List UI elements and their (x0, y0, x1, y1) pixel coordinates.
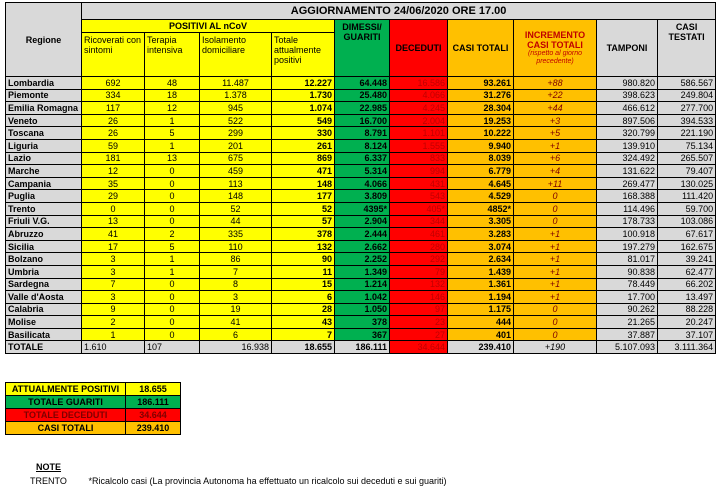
cell-casi: 1.194 (448, 291, 514, 304)
cell-tamponi: 269.477 (597, 177, 658, 190)
cell-deceduti: 431 (390, 177, 448, 190)
cell-regione: Friuli V.G. (6, 215, 82, 228)
cell-tamponi: 897.506 (597, 114, 658, 127)
cell-dimessi: 367 (335, 328, 390, 341)
table-row (6, 253, 716, 266)
cell-regione: Calabria (6, 303, 82, 316)
cell-testati: 162.675 (658, 240, 716, 253)
cell-ricoverati: 692 (82, 77, 145, 90)
cell-testati: 37.107 (658, 328, 716, 341)
cell-tamponi: 131.622 (597, 165, 658, 178)
table-row (6, 328, 716, 341)
header-incremento-note: (rispetto al giorno precedente) (527, 50, 583, 65)
cell-dimessi: 6.337 (335, 152, 390, 165)
header-regione: Regione (6, 3, 82, 77)
cell-isolamento: 1.378 (200, 89, 272, 102)
cell-dimessi: 1.050 (335, 303, 390, 316)
cell-incremento: 0 (514, 190, 597, 203)
notes-text: *Ricalcolo casi (La provincia Autonoma ha effettuato un ricalcolo sui deceduti e sui guariti) (88, 476, 447, 486)
cell-deceduti: 79 (390, 265, 448, 278)
cell-totale: 12.227 (272, 77, 335, 90)
table-row (6, 114, 716, 127)
table-row (6, 165, 716, 178)
cell-totale: 148 (272, 177, 335, 190)
cell-totale: 261 (272, 139, 335, 152)
cell-deceduti: 2.004 (390, 114, 448, 127)
header-deceduti: DECEDUTI (390, 20, 448, 77)
cell-isolamento: 335 (200, 228, 272, 241)
cell-testati: 221.190 (658, 127, 716, 140)
cell-ricoverati: 26 (82, 114, 145, 127)
header-totale-positivi: Totale attualmente positivi (272, 33, 335, 77)
cell-ricoverati: 35 (82, 177, 145, 190)
cell-terapia: 48 (145, 77, 200, 90)
cell-incremento: 0 (514, 202, 597, 215)
cell-dimessi: 2.904 (335, 215, 390, 228)
table-row (6, 316, 716, 329)
covid-regional-table (5, 2, 716, 354)
cell-dimessi: 64.448 (335, 77, 390, 90)
cell-terapia: 12 (145, 102, 200, 115)
cell-casi: 9.940 (448, 139, 514, 152)
cell-incremento: +88 (514, 77, 597, 90)
cell-ricoverati: 17 (82, 240, 145, 253)
cell-casi: 4.529 (448, 190, 514, 203)
cell-regione: Trento (6, 202, 82, 215)
cell-incremento: 0 (514, 215, 597, 228)
cell-ricoverati: 3 (82, 291, 145, 304)
table-row (6, 303, 716, 316)
cell-incremento: +1 (514, 291, 597, 304)
cell-tamponi: 114.496 (597, 202, 658, 215)
cell-testati: 79.407 (658, 165, 716, 178)
cell-tamponi: 324.492 (597, 152, 658, 165)
cell-regione: Umbria (6, 265, 82, 278)
cell-dimessi: 4395* (335, 202, 390, 215)
total-testati: 3.111.364 (658, 341, 716, 354)
cell-regione: Valle d'Aosta (6, 291, 82, 304)
table-row (6, 77, 716, 90)
cell-regione: Molise (6, 316, 82, 329)
table-row (6, 215, 716, 228)
cell-isolamento: 459 (200, 165, 272, 178)
cell-isolamento: 41 (200, 316, 272, 329)
cell-isolamento: 6 (200, 328, 272, 341)
cell-ricoverati: 29 (82, 190, 145, 203)
cell-testati: 249.804 (658, 89, 716, 102)
header-ricoverati: Ricoverati con sintomi (82, 33, 145, 77)
cell-casi: 1.439 (448, 265, 514, 278)
cell-testati: 39.241 (658, 253, 716, 266)
cell-testati: 59.700 (658, 202, 716, 215)
cell-casi: 1.361 (448, 278, 514, 291)
cell-dimessi: 4.066 (335, 177, 390, 190)
cell-terapia: 5 (145, 240, 200, 253)
cell-ricoverati: 1 (82, 328, 145, 341)
cell-testati: 66.202 (658, 278, 716, 291)
cell-deceduti: 543 (390, 190, 448, 203)
cell-testati: 13.497 (658, 291, 716, 304)
cell-totale: 43 (272, 316, 335, 329)
table-row (6, 291, 716, 304)
cell-casi: 3.074 (448, 240, 514, 253)
cell-terapia: 5 (145, 127, 200, 140)
cell-incremento: +5 (514, 127, 597, 140)
total-incremento: +190 (514, 341, 597, 354)
cell-deceduti: 461 (390, 228, 448, 241)
cell-regione: Piemonte (6, 89, 82, 102)
cell-incremento: 0 (514, 316, 597, 329)
cell-dimessi: 8.124 (335, 139, 390, 152)
cell-totale: 90 (272, 253, 335, 266)
cell-regione: Bolzano (6, 253, 82, 266)
cell-totale: 177 (272, 190, 335, 203)
total-ricoverati: 1.610 (82, 341, 145, 354)
cell-incremento: +1 (514, 240, 597, 253)
cell-ricoverati: 334 (82, 89, 145, 102)
cell-deceduti: 4.066 (390, 89, 448, 102)
header-incremento-title: INCREMENTO CASI TOTALI (524, 30, 586, 50)
cell-terapia: 2 (145, 228, 200, 241)
table-row (6, 152, 716, 165)
notes-row (30, 476, 447, 486)
summary-label-guariti: TOTALE GUARITI (6, 396, 126, 409)
cell-dimessi: 16.700 (335, 114, 390, 127)
cell-regione: Emilia Romagna (6, 102, 82, 115)
cell-incremento: +1 (514, 278, 597, 291)
summary-row (6, 422, 181, 435)
cell-testati: 586.567 (658, 77, 716, 90)
summary-label-casi: CASI TOTALI (6, 422, 126, 435)
cell-regione: Lazio (6, 152, 82, 165)
cell-tamponi: 139.910 (597, 139, 658, 152)
cell-incremento: +11 (514, 177, 597, 190)
cell-testati: 277.700 (658, 102, 716, 115)
table-row (6, 228, 716, 241)
cell-terapia: 0 (145, 190, 200, 203)
cell-tamponi: 466.612 (597, 102, 658, 115)
cell-incremento: +4 (514, 165, 597, 178)
cell-totale: 1.730 (272, 89, 335, 102)
cell-incremento: +3 (514, 114, 597, 127)
table-row (6, 89, 716, 102)
cell-deceduti: 16.586 (390, 77, 448, 90)
cell-dimessi: 25.480 (335, 89, 390, 102)
cell-tamponi: 320.799 (597, 127, 658, 140)
cell-dimessi: 1.042 (335, 291, 390, 304)
cell-incremento: +44 (514, 102, 597, 115)
header-tamponi: TAMPONI (597, 20, 658, 77)
cell-totale: 52 (272, 202, 335, 215)
cell-totale: 1.074 (272, 102, 335, 115)
cell-incremento: +6 (514, 152, 597, 165)
page-title: AGGIORNAMENTO 24/06/2020 ORE 17.00 (82, 3, 716, 20)
cell-regione: Lombardia (6, 77, 82, 90)
cell-deceduti: 146 (390, 291, 448, 304)
cell-testati: 20.247 (658, 316, 716, 329)
header-isolamento: Isolamento domiciliare (200, 33, 272, 77)
cell-isolamento: 110 (200, 240, 272, 253)
cell-ricoverati: 12 (82, 165, 145, 178)
total-positivi: 18.655 (272, 341, 335, 354)
cell-terapia: 0 (145, 165, 200, 178)
cell-incremento: +22 (514, 89, 597, 102)
summary-table (5, 382, 181, 435)
cell-casi: 31.276 (448, 89, 514, 102)
cell-tamponi: 100.918 (597, 228, 658, 241)
cell-totale: 6 (272, 291, 335, 304)
cell-tamponi: 37.887 (597, 328, 658, 341)
cell-terapia: 0 (145, 303, 200, 316)
cell-dimessi: 8.791 (335, 127, 390, 140)
cell-casi: 2.634 (448, 253, 514, 266)
cell-terapia: 0 (145, 215, 200, 228)
cell-tamponi: 90.262 (597, 303, 658, 316)
cell-incremento: +1 (514, 139, 597, 152)
cell-deceduti: 132 (390, 278, 448, 291)
cell-dimessi: 2.252 (335, 253, 390, 266)
cell-totale: 378 (272, 228, 335, 241)
notes-title: NOTE (36, 462, 62, 472)
cell-totale: 549 (272, 114, 335, 127)
cell-isolamento: 44 (200, 215, 272, 228)
cell-tamponi: 17.700 (597, 291, 658, 304)
cell-regione: Sicilia (6, 240, 82, 253)
cell-ricoverati: 13 (82, 215, 145, 228)
table-row (6, 102, 716, 115)
cell-tamponi: 980.820 (597, 77, 658, 90)
header-positivi: POSITIVI AL nCoV (82, 20, 335, 33)
table-body (6, 77, 716, 341)
summary-row (6, 383, 181, 396)
cell-regione: Toscana (6, 127, 82, 140)
cell-deceduti: 27 (390, 328, 448, 341)
cell-deceduti: 280 (390, 240, 448, 253)
cell-dimessi: 378 (335, 316, 390, 329)
table-row (6, 240, 716, 253)
cell-deceduti: 23 (390, 316, 448, 329)
cell-deceduti: 344 (390, 215, 448, 228)
header-casi-testati: CASI TESTATI (658, 20, 716, 77)
cell-isolamento: 19 (200, 303, 272, 316)
cell-ricoverati: 26 (82, 127, 145, 140)
cell-incremento: 0 (514, 328, 597, 341)
total-tamponi: 5.107.093 (597, 341, 658, 354)
cell-ricoverati: 7 (82, 278, 145, 291)
cell-regione: Basilicata (6, 328, 82, 341)
cell-tamponi: 168.388 (597, 190, 658, 203)
cell-isolamento: 945 (200, 102, 272, 115)
cell-casi: 3.305 (448, 215, 514, 228)
cell-dimessi: 5.314 (335, 165, 390, 178)
cell-testati: 62.477 (658, 265, 716, 278)
cell-totale: 11 (272, 265, 335, 278)
summary-value-guariti: 186.111 (126, 396, 181, 409)
cell-tamponi: 398.623 (597, 89, 658, 102)
cell-terapia: 18 (145, 89, 200, 102)
header-casi-totali: CASI TOTALI (448, 20, 514, 77)
summary-value-casi: 239.410 (126, 422, 181, 435)
notes-label: TRENTO (30, 476, 67, 486)
cell-testati: 265.507 (658, 152, 716, 165)
cell-dimessi: 2.662 (335, 240, 390, 253)
cell-casi: 3.283 (448, 228, 514, 241)
cell-casi: 19.253 (448, 114, 514, 127)
header-incremento (514, 20, 597, 77)
cell-tamponi: 178.733 (597, 215, 658, 228)
table-row (6, 278, 716, 291)
cell-ricoverati: 3 (82, 265, 145, 278)
total-row (6, 341, 716, 354)
cell-isolamento: 522 (200, 114, 272, 127)
cell-testati: 67.617 (658, 228, 716, 241)
cell-incremento: +1 (514, 228, 597, 241)
cell-totale: 57 (272, 215, 335, 228)
cell-tamponi: 197.279 (597, 240, 658, 253)
cell-deceduti: 292 (390, 253, 448, 266)
cell-tamponi: 90.838 (597, 265, 658, 278)
cell-incremento: +1 (514, 253, 597, 266)
cell-casi: 401 (448, 328, 514, 341)
cell-isolamento: 113 (200, 177, 272, 190)
cell-isolamento: 201 (200, 139, 272, 152)
cell-ricoverati: 2 (82, 316, 145, 329)
cell-incremento: +1 (514, 265, 597, 278)
cell-deceduti: 4.245 (390, 102, 448, 115)
cell-terapia: 13 (145, 152, 200, 165)
cell-isolamento: 675 (200, 152, 272, 165)
cell-dimessi: 22.985 (335, 102, 390, 115)
cell-isolamento: 7 (200, 265, 272, 278)
header-terapia: Terapia intensiva (145, 33, 200, 77)
cell-ricoverati: 181 (82, 152, 145, 165)
cell-totale: 869 (272, 152, 335, 165)
cell-ricoverati: 0 (82, 202, 145, 215)
cell-totale: 7 (272, 328, 335, 341)
total-isolamento: 16.938 (200, 341, 272, 354)
cell-deceduti: 405* (390, 202, 448, 215)
cell-testati: 130.025 (658, 177, 716, 190)
cell-totale: 28 (272, 303, 335, 316)
cell-testati: 88.228 (658, 303, 716, 316)
cell-regione: Sardegna (6, 278, 82, 291)
table-row (6, 202, 716, 215)
summary-label-positivi: ATTUALMENTE POSITIVI (6, 383, 126, 396)
cell-regione: Liguria (6, 139, 82, 152)
cell-testati: 103.086 (658, 215, 716, 228)
cell-ricoverati: 41 (82, 228, 145, 241)
cell-casi: 1.175 (448, 303, 514, 316)
cell-terapia: 0 (145, 291, 200, 304)
cell-casi: 6.779 (448, 165, 514, 178)
summary-value-positivi: 18.655 (126, 383, 181, 396)
summary-value-deceduti: 34.644 (126, 409, 181, 422)
cell-totale: 132 (272, 240, 335, 253)
cell-terapia: 1 (145, 265, 200, 278)
total-casi: 239.410 (448, 341, 514, 354)
cell-casi: 93.261 (448, 77, 514, 90)
cell-isolamento: 8 (200, 278, 272, 291)
cell-incremento: 0 (514, 303, 597, 316)
cell-tamponi: 78.449 (597, 278, 658, 291)
cell-terapia: 0 (145, 316, 200, 329)
cell-regione: Abruzzo (6, 228, 82, 241)
summary-row (6, 396, 181, 409)
cell-tamponi: 21.265 (597, 316, 658, 329)
total-terapia: 107 (145, 341, 200, 354)
cell-casi: 4.645 (448, 177, 514, 190)
cell-regione: Campania (6, 177, 82, 190)
cell-deceduti: 97 (390, 303, 448, 316)
cell-tamponi: 81.017 (597, 253, 658, 266)
cell-casi: 4852* (448, 202, 514, 215)
cell-terapia: 0 (145, 278, 200, 291)
cell-dimessi: 1.214 (335, 278, 390, 291)
cell-totale: 471 (272, 165, 335, 178)
cell-isolamento: 3 (200, 291, 272, 304)
cell-totale: 330 (272, 127, 335, 140)
cell-terapia: 1 (145, 139, 200, 152)
cell-regione: Marche (6, 165, 82, 178)
table-row (6, 190, 716, 203)
cell-dimessi: 1.349 (335, 265, 390, 278)
cell-testati: 75.134 (658, 139, 716, 152)
cell-testati: 394.533 (658, 114, 716, 127)
summary-row (6, 409, 181, 422)
cell-terapia: 0 (145, 177, 200, 190)
cell-isolamento: 86 (200, 253, 272, 266)
cell-ricoverati: 117 (82, 102, 145, 115)
cell-casi: 28.304 (448, 102, 514, 115)
cell-isolamento: 52 (200, 202, 272, 215)
cell-deceduti: 994 (390, 165, 448, 178)
cell-dimessi: 3.809 (335, 190, 390, 203)
header-dimessi: DIMESSI/ GUARITI (335, 20, 390, 77)
cell-terapia: 0 (145, 202, 200, 215)
table-row (6, 139, 716, 152)
cell-terapia: 0 (145, 328, 200, 341)
cell-casi: 444 (448, 316, 514, 329)
total-dimessi: 186.111 (335, 341, 390, 354)
total-deceduti: 34.644 (390, 341, 448, 354)
cell-isolamento: 299 (200, 127, 272, 140)
cell-deceduti: 1.101 (390, 127, 448, 140)
total-label: TOTALE (6, 341, 82, 354)
cell-terapia: 1 (145, 114, 200, 127)
cell-isolamento: 11.487 (200, 77, 272, 90)
cell-dimessi: 2.444 (335, 228, 390, 241)
table-row (6, 265, 716, 278)
cell-totale: 15 (272, 278, 335, 291)
table-row (6, 127, 716, 140)
cell-isolamento: 148 (200, 190, 272, 203)
cell-deceduti: 833 (390, 152, 448, 165)
cell-terapia: 1 (145, 253, 200, 266)
cell-regione: Veneto (6, 114, 82, 127)
cell-testati: 111.420 (658, 190, 716, 203)
cell-ricoverati: 59 (82, 139, 145, 152)
cell-casi: 10.222 (448, 127, 514, 140)
cell-ricoverati: 3 (82, 253, 145, 266)
cell-ricoverati: 9 (82, 303, 145, 316)
cell-regione: Puglia (6, 190, 82, 203)
table-row (6, 177, 716, 190)
summary-label-deceduti: TOTALE DECEDUTI (6, 409, 126, 422)
cell-casi: 8.039 (448, 152, 514, 165)
cell-deceduti: 1.555 (390, 139, 448, 152)
